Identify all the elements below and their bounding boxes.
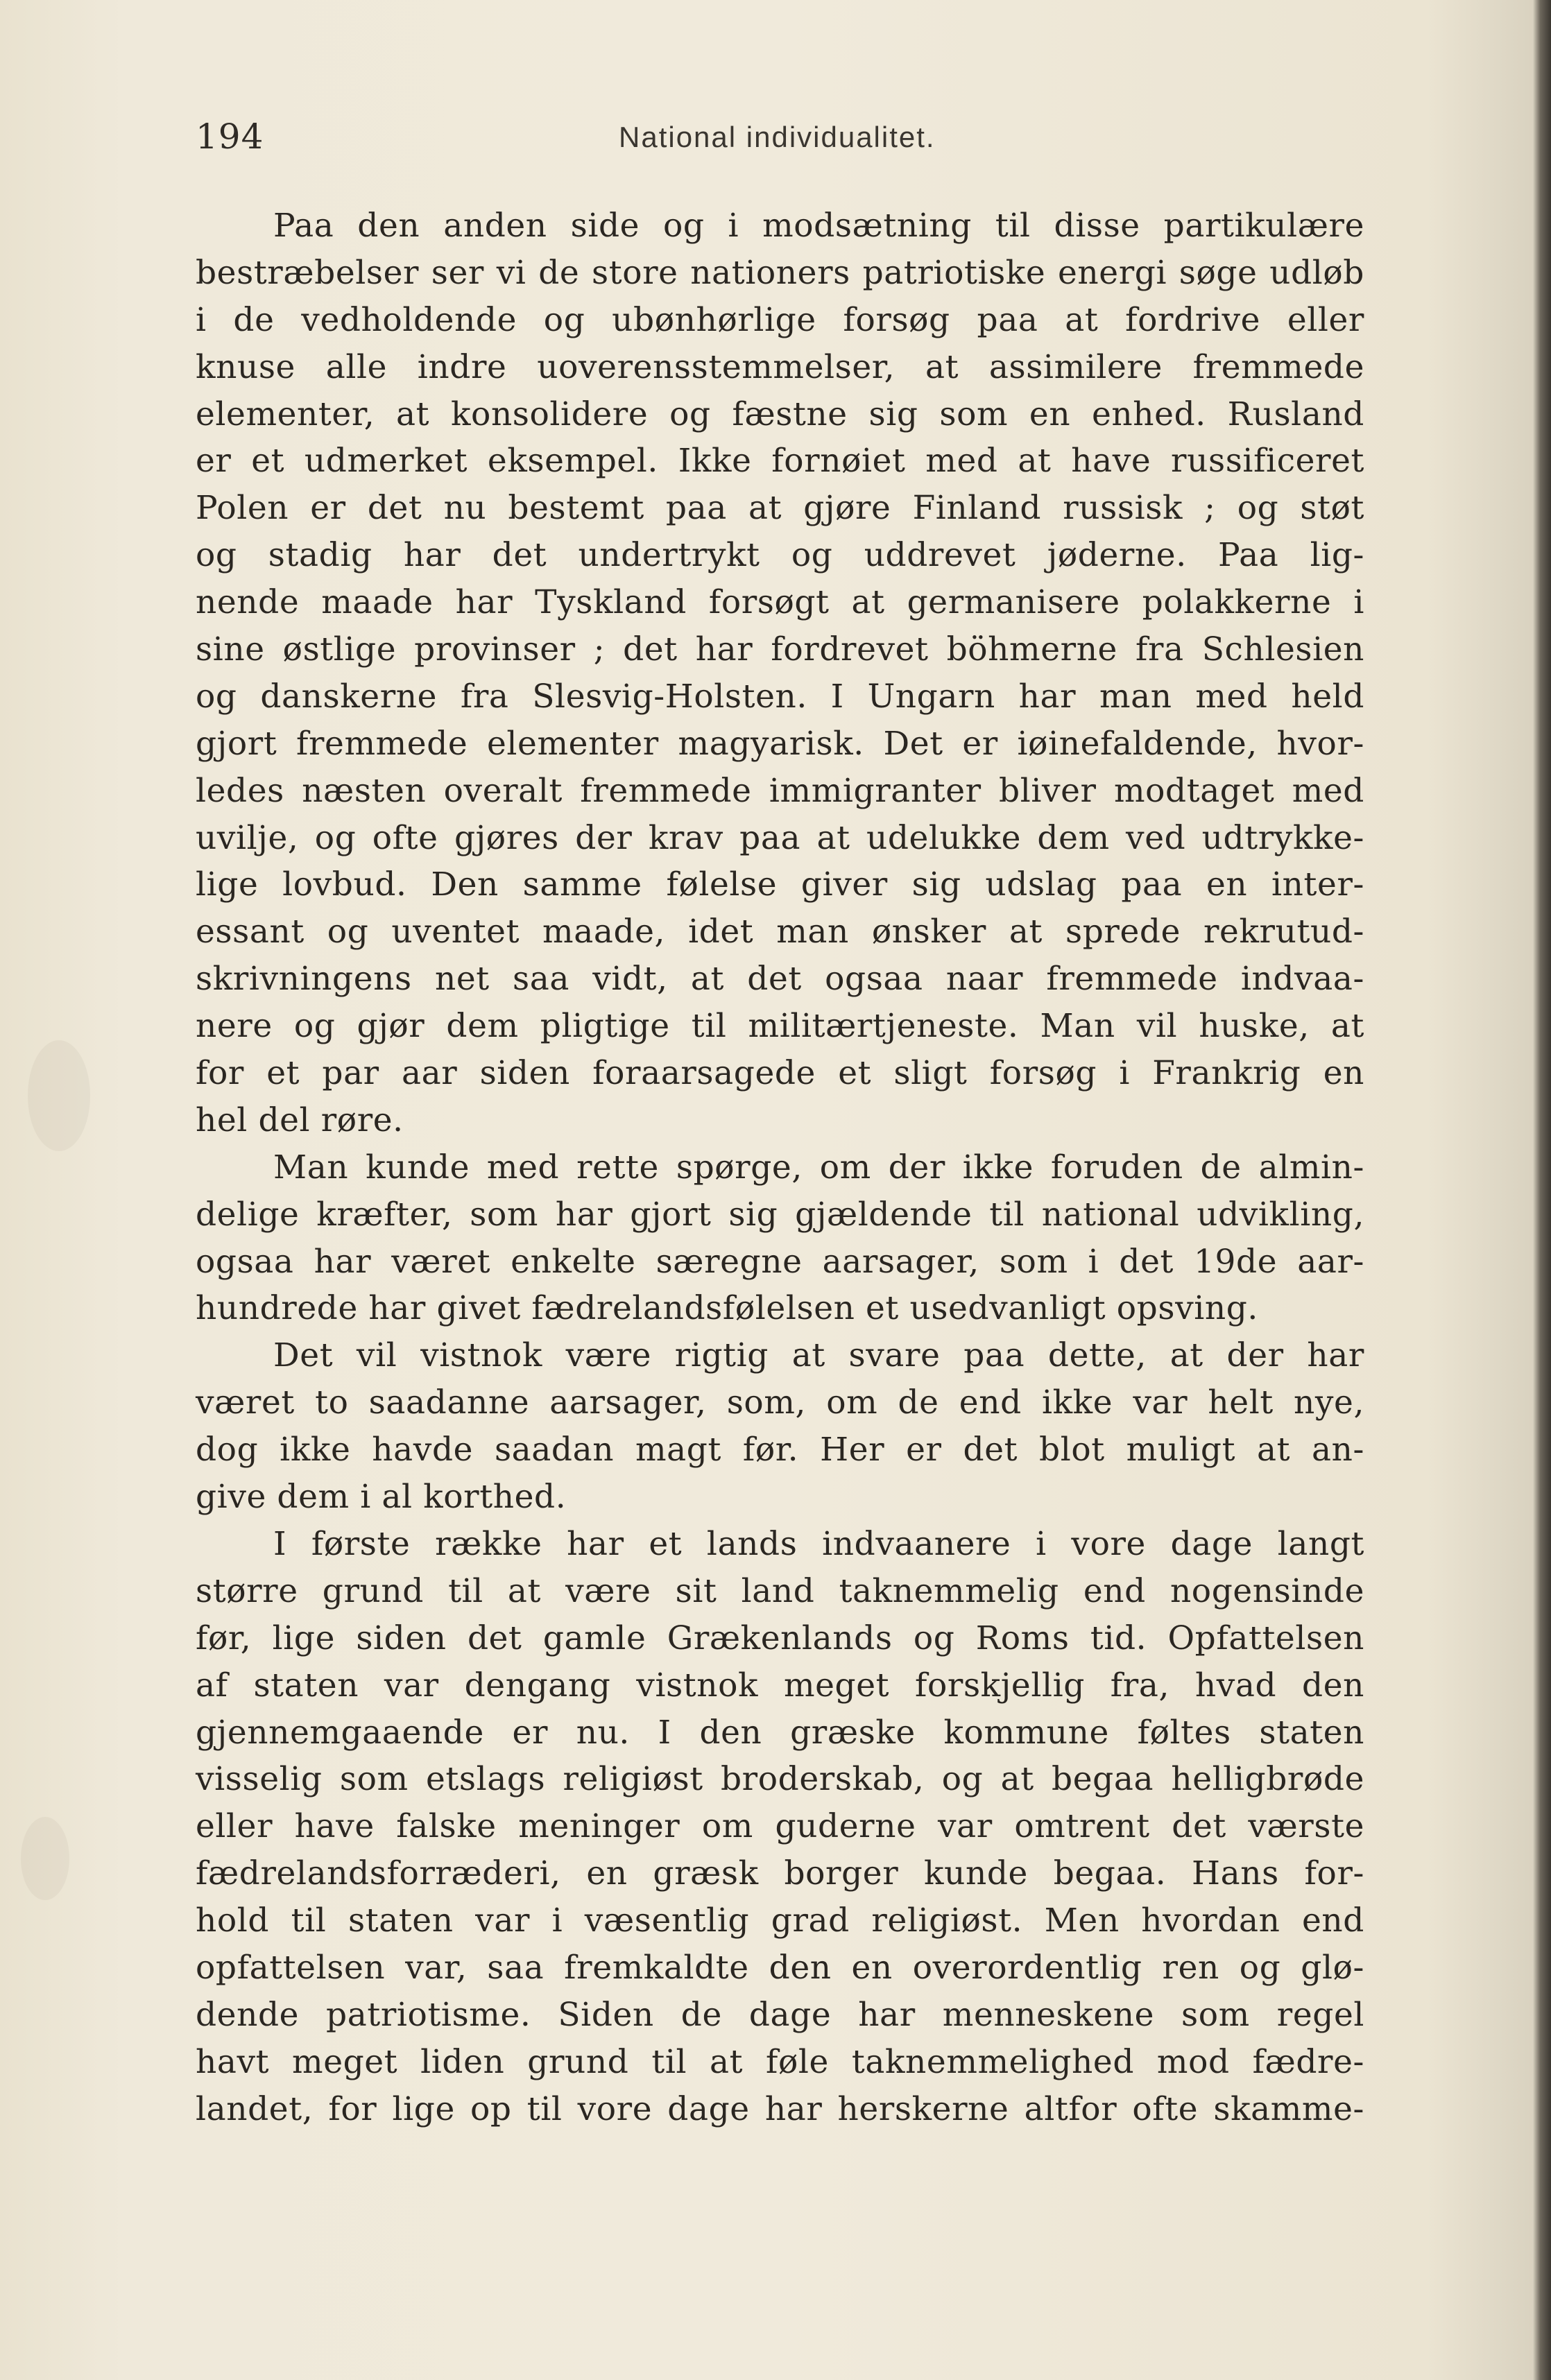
text-line: gjort fremmede elementer magyarisk. Det er iøinefaldende, hvor- (196, 724, 1364, 763)
text-line: fædrelandsforræderi, en græsk borger kunde begaa. Hans for- (196, 1854, 1364, 1893)
text-line: ledes næsten overalt fremmede immigranter bliver modtaget med (196, 771, 1364, 810)
text-line: hold til staten var i væsentlig grad religiøst. Men hvordan end (196, 1902, 1364, 1940)
text-line: og stadig har det undertrykt og uddrevet jøderne. Paa lig- (196, 536, 1364, 575)
text-line: uvilje, og ofte gjøres der krav paa at udelukke dem ved udtrykke- (196, 818, 1364, 857)
book-spine-edge (1533, 0, 1551, 2380)
text-line: sine østlige provinser ; det har fordrevet böhmerne fra Schlesien (196, 630, 1364, 669)
text-line: eller have falske meninger om guderne var omtrent det værste (196, 1807, 1364, 1846)
text-line: dog ikke havde saadan magt før. Her er det blot muligt at an- (196, 1431, 1364, 1469)
text-line: dende patriotisme. Siden de dage har menneskene som regel (196, 1995, 1364, 2034)
text-line: Det vil vistnok være rigtig at svare paa dette, at der har (273, 1336, 1364, 1375)
text-line: Paa den anden side og i modsætning til disse partikulære (273, 207, 1364, 245)
paper-stain (21, 1817, 69, 1900)
text-line: Polen er det nu bestemt paa at gjøre Finland russisk ; og støt (196, 489, 1364, 528)
text-line: opfattelsen var, saa fremkaldte den en overordentlig ren og glø- (196, 1948, 1364, 1987)
text-line: gjennemgaaende er nu. I den græske kommune føltes staten (196, 1713, 1364, 1752)
text-line: nere og gjør dem pligtige til militærtjeneste. Man vil huske, at (196, 1007, 1364, 1046)
text-line: Man kunde med rette spørge, om der ikke foruden de almin- (273, 1148, 1364, 1187)
page-number: 194 (196, 117, 264, 157)
text-line: og danskerne fra Slesvig-Holsten. I Ungarn har man med held (196, 677, 1364, 716)
text-line: er et udmerket eksempel. Ikke fornøiet med at have russificeret (196, 442, 1364, 481)
body-text (196, 202, 1364, 2133)
text-line: lige lovbud. Den samme følelse giver sig udslag paa en inter- (196, 865, 1364, 904)
text-line: landet, for lige op til vore dage har herskerne altfor ofte skamme- (196, 2089, 1364, 2128)
text-line: før, lige siden det gamle Grækenlands og Roms tid. Opfattelsen (196, 1619, 1364, 1657)
text-line: hel del røre. (196, 1101, 404, 1139)
text-line: knuse alle indre uoverensstemmelser, at assimilere fremmede (196, 347, 1364, 386)
text-line: essant og uventet maade, idet man ønsker at sprede rekrutud- (196, 913, 1364, 951)
text-line: visselig som etslags religiøst broderskab, og at begaa helligbrøde (196, 1760, 1364, 1799)
text-line: nende maade har Tyskland forsøgt at germanisere polakkerne i (196, 583, 1364, 622)
text-line: i de vedholdende og ubønhørlige forsøg paa at fordrive eller (196, 300, 1364, 339)
text-line: af staten var dengang vistnok meget forskjellig fra, hvad den (196, 1666, 1364, 1705)
paper-stain (28, 1040, 90, 1151)
text-line: give dem i al korthed. (196, 1478, 567, 1517)
text-line: delige kræfter, som har gjort sig gjældende til national udvikling, (196, 1195, 1364, 1234)
text-line: for et par aar siden foraarsagede et sligt forsøg i Frankrig en (196, 1054, 1364, 1093)
text-line: elementer, at konsolidere og fæstne sig som en enhed. Rusland (196, 395, 1364, 433)
text-line: hundrede har givet fædrelandsfølelsen et usedvanligt opsving. (196, 1289, 1258, 1328)
text-line: været to saadanne aarsager, som, om de end ikke var helt nye, (196, 1383, 1364, 1422)
running-head (196, 111, 1364, 166)
text-line: ogsaa har været enkelte særegne aarsager, som i det 19de aar- (196, 1242, 1364, 1281)
running-title: National individualitet. (619, 121, 936, 153)
text-line: bestræbelser ser vi de store nationers patriotiske energi søge udløb (196, 253, 1364, 292)
text-line: skrivningens net saa vidt, at det ogsaa naar fremmede indvaa- (196, 960, 1364, 999)
text-line: havt meget liden grund til at føle taknemmelighed mod fædre- (196, 2042, 1364, 2081)
text-line: større grund til at være sit land taknemmelig end nogensinde (196, 1571, 1364, 1610)
text-line: I første række har et lands indvaanere i vore dage langt (273, 1524, 1364, 1563)
